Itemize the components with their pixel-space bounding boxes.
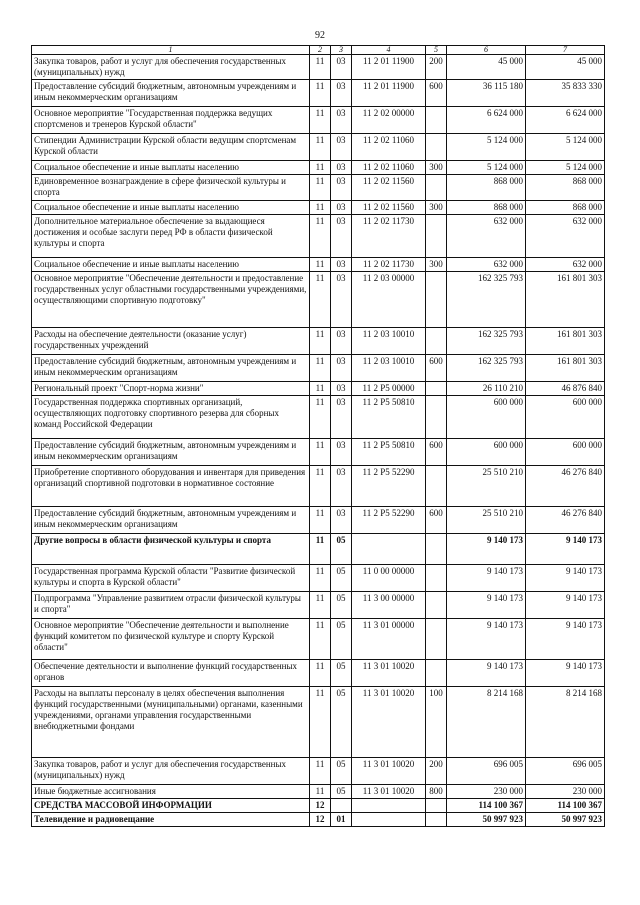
amount-year2-cell: 46 276 840 [526,466,605,507]
expense-type-cell [426,175,447,201]
row-name-cell: Приобретение спортивного оборудования и инвентаря для приведения организаций спортивной подготовки в нормативное состояние [32,466,310,507]
expense-type-cell: 300 [426,258,447,272]
table-row [32,201,605,215]
row-name-cell: Обеспечение деятельности и выполнение функций государственных органов [32,660,310,687]
section-code-cell: 11 [310,201,331,215]
row-name-cell: Телевидение и радиовещание [32,813,310,827]
row-name-cell: Основное мероприятие "Государственная поддержка ведущих спортсменов и тренеров Курской области" [32,107,310,134]
amount-year1-cell: 50 997 923 [447,813,526,827]
amount-year2-cell: 9 140 173 [526,660,605,687]
row-name-cell: Предоставление субсидий бюджетным, автономным учреждениям и иным некоммерческим организациям [32,507,310,534]
target-article-cell: 11 2 02 11060 [352,134,426,161]
section-code-cell: 11 [310,175,331,201]
amount-year2-cell: 600 000 [526,439,605,466]
subsection-code-cell: 05 [331,619,352,660]
target-article-cell: 11 3 00 00000 [352,592,426,619]
amount-year2-cell: 9 140 173 [526,619,605,660]
table-row [32,507,605,534]
target-article-cell: 11 2 P5 50810 [352,396,426,439]
expense-type-cell [426,215,447,258]
target-article-cell: 11 2 02 11560 [352,201,426,215]
amount-year1-cell: 9 140 173 [447,565,526,592]
page-number: 92 [315,30,325,41]
section-code-cell: 11 [310,592,331,619]
subsection-code-cell: 05 [331,592,352,619]
section-code-cell: 11 [310,258,331,272]
amount-year1-cell: 600 000 [447,396,526,439]
amount-year2-cell: 868 000 [526,201,605,215]
row-name-cell: Государственная программа Курской области "Развитие физической культуры и спорта в Курской области" [32,565,310,592]
section-code-cell: 11 [310,382,331,396]
header-cell: 1 [32,46,310,55]
amount-year2-cell: 9 140 173 [526,592,605,619]
row-name-cell: Дополнительное материальное обеспечение за выдающиеся достижения и особые заслуги перед РФ в области физической культуры и спорта [32,215,310,258]
row-name-cell: Закупка товаров, работ и услуг для обеспечения государственных (муниципальных) нужд [32,55,310,80]
amount-year1-cell: 8 214 168 [447,687,526,758]
table-row [32,355,605,382]
budget-table [31,45,605,827]
table-row [32,687,605,758]
amount-year2-cell: 6 624 000 [526,107,605,134]
row-name-cell: Предоставление субсидий бюджетным, автономным учреждениям и иным некоммерческим организациям [32,355,310,382]
subsection-code-cell: 03 [331,355,352,382]
subsection-code-cell: 03 [331,201,352,215]
target-article-cell: 11 2 03 00000 [352,272,426,328]
section-code-cell: 11 [310,758,331,785]
table-row [32,534,605,565]
table-row [32,134,605,161]
row-name-cell: Закупка товаров, работ и услуг для обеспечения государственных (муниципальных) нужд [32,758,310,785]
expense-type-cell [426,592,447,619]
section-code-cell: 11 [310,328,331,355]
expense-type-cell [426,565,447,592]
table-header-row [32,46,605,55]
amount-year1-cell: 9 140 173 [447,619,526,660]
table-row [32,758,605,785]
subsection-code-cell: 05 [331,687,352,758]
target-article-cell: 11 3 01 00000 [352,619,426,660]
table-row [32,382,605,396]
amount-year2-cell: 161 801 303 [526,328,605,355]
section-code-cell: 11 [310,161,331,175]
target-article-cell: 11 2 P5 52290 [352,466,426,507]
row-name-cell: Социальное обеспечение и иные выплаты населению [32,258,310,272]
subsection-code-cell: 03 [331,507,352,534]
amount-year1-cell: 36 115 180 [447,80,526,107]
section-code-cell: 11 [310,272,331,328]
header-cell: 2 [310,46,331,55]
table-row [32,328,605,355]
table-row [32,80,605,107]
expense-type-cell: 600 [426,507,447,534]
expense-type-cell: 300 [426,161,447,175]
expense-type-cell [426,813,447,827]
target-article-cell: 11 2 P5 50810 [352,439,426,466]
target-article-cell: 11 3 01 10020 [352,660,426,687]
target-article-cell [352,799,426,813]
amount-year2-cell: 5 124 000 [526,161,605,175]
row-name-cell: Другие вопросы в области физической культуры и спорта [32,534,310,565]
amount-year1-cell: 162 325 793 [447,328,526,355]
table-row [32,466,605,507]
target-article-cell: 11 2 P5 00000 [352,382,426,396]
amount-year2-cell: 45 000 [526,55,605,80]
amount-year2-cell: 868 000 [526,175,605,201]
table-row [32,799,605,813]
section-code-cell: 11 [310,396,331,439]
subsection-code-cell: 03 [331,107,352,134]
section-code-cell: 11 [310,785,331,799]
subsection-code-cell: 05 [331,660,352,687]
table-row [32,258,605,272]
subsection-code-cell: 03 [331,258,352,272]
subsection-code-cell: 03 [331,134,352,161]
expense-type-cell [426,799,447,813]
amount-year2-cell: 632 000 [526,258,605,272]
subsection-code-cell: 03 [331,396,352,439]
table-row [32,396,605,439]
amount-year2-cell: 600 000 [526,396,605,439]
amount-year1-cell: 45 000 [447,55,526,80]
target-article-cell: 11 2 02 11060 [352,161,426,175]
expense-type-cell: 600 [426,439,447,466]
expense-type-cell: 800 [426,785,447,799]
expense-type-cell: 600 [426,355,447,382]
table-row [32,619,605,660]
target-article-cell: 11 2 02 11730 [352,215,426,258]
table-row [32,55,605,80]
target-article-cell: 11 3 01 10020 [352,758,426,785]
row-name-cell: Стипендии Администрации Курской области ведущим спортсменам Курской области [32,134,310,161]
section-code-cell: 11 [310,534,331,565]
table-row [32,660,605,687]
row-name-cell: Подпрограмма "Управление развитием отрасли физической культуры и спорта" [32,592,310,619]
amount-year1-cell: 9 140 173 [447,534,526,565]
section-code-cell: 11 [310,55,331,80]
table-row [32,565,605,592]
header-cell: 3 [331,46,352,55]
row-name-cell: СРЕДСТВА МАССОВОЙ ИНФОРМАЦИИ [32,799,310,813]
target-article-cell: 11 2 P5 52290 [352,507,426,534]
target-article-cell: 11 2 01 11900 [352,55,426,80]
section-code-cell: 11 [310,507,331,534]
amount-year1-cell: 632 000 [447,215,526,258]
target-article-cell: 11 2 03 10010 [352,355,426,382]
amount-year2-cell: 9 140 173 [526,534,605,565]
amount-year2-cell: 50 997 923 [526,813,605,827]
subsection-code-cell: 03 [331,215,352,258]
amount-year1-cell: 25 510 210 [447,466,526,507]
expense-type-cell [426,328,447,355]
amount-year2-cell: 46 276 840 [526,507,605,534]
amount-year2-cell: 161 801 303 [526,355,605,382]
section-code-cell: 11 [310,355,331,382]
table-row [32,215,605,258]
table-row [32,107,605,134]
subsection-code-cell: 03 [331,466,352,507]
amount-year1-cell: 6 624 000 [447,107,526,134]
target-article-cell [352,534,426,565]
expense-type-cell: 200 [426,55,447,80]
expense-type-cell [426,396,447,439]
amount-year2-cell: 161 801 303 [526,272,605,328]
amount-year2-cell: 230 000 [526,785,605,799]
target-article-cell: 11 2 02 11730 [352,258,426,272]
header-cell: 6 [447,46,526,55]
amount-year1-cell: 868 000 [447,175,526,201]
subsection-code-cell: 05 [331,785,352,799]
expense-type-cell [426,466,447,507]
amount-year2-cell: 696 005 [526,758,605,785]
expense-type-cell: 300 [426,201,447,215]
subsection-code-cell [331,799,352,813]
table-row [32,161,605,175]
amount-year1-cell: 5 124 000 [447,161,526,175]
subsection-code-cell: 03 [331,328,352,355]
expense-type-cell: 600 [426,80,447,107]
section-code-cell: 12 [310,813,331,827]
row-name-cell: Региональный проект "Спорт-норма жизни" [32,382,310,396]
section-code-cell: 11 [310,215,331,258]
subsection-code-cell: 01 [331,813,352,827]
subsection-code-cell: 03 [331,80,352,107]
amount-year1-cell: 9 140 173 [447,660,526,687]
header-cell: 7 [526,46,605,55]
expense-type-cell [426,382,447,396]
row-name-cell: Социальное обеспечение и иные выплаты населению [32,201,310,215]
table-row [32,439,605,466]
amount-year1-cell: 114 100 367 [447,799,526,813]
amount-year2-cell: 9 140 173 [526,565,605,592]
subsection-code-cell: 03 [331,382,352,396]
subsection-code-cell: 05 [331,565,352,592]
row-name-cell: Государственная поддержка спортивных организаций, осуществляющих подготовку спортивного резерва для сборных команд Российской Федерации [32,396,310,439]
expense-type-cell [426,272,447,328]
header-cell: 5 [426,46,447,55]
amount-year1-cell: 696 005 [447,758,526,785]
row-name-cell: Основное мероприятие "Обеспечение деятельности и выполнение функций комитетом по физической культуре и спорту Курской области" [32,619,310,660]
target-article-cell: 11 2 02 11560 [352,175,426,201]
row-name-cell: Предоставление субсидий бюджетным, автономным учреждениям и иным некоммерческим организациям [32,80,310,107]
row-name-cell: Расходы на выплаты персоналу в целях обеспечения выполнения функций государственными (муниципальными) органами, казенными учреждениями, органами управления государственными внебюджетными фондами [32,687,310,758]
section-code-cell: 11 [310,687,331,758]
table-row [32,592,605,619]
target-article-cell: 11 0 00 00000 [352,565,426,592]
target-article-cell [352,813,426,827]
target-article-cell: 11 2 01 11900 [352,80,426,107]
target-article-cell: 11 3 01 10020 [352,785,426,799]
row-name-cell: Иные бюджетные ассигнования [32,785,310,799]
subsection-code-cell: 03 [331,175,352,201]
section-code-cell: 11 [310,660,331,687]
expense-type-cell: 100 [426,687,447,758]
expense-type-cell [426,534,447,565]
amount-year1-cell: 25 510 210 [447,507,526,534]
subsection-code-cell: 05 [331,758,352,785]
expense-type-cell [426,107,447,134]
row-name-cell: Социальное обеспечение и иные выплаты населению [32,161,310,175]
amount-year1-cell: 868 000 [447,201,526,215]
subsection-code-cell: 03 [331,161,352,175]
amount-year1-cell: 26 110 210 [447,382,526,396]
section-code-cell: 11 [310,107,331,134]
amount-year1-cell: 600 000 [447,439,526,466]
subsection-code-cell: 03 [331,272,352,328]
subsection-code-cell: 05 [331,534,352,565]
amount-year2-cell: 632 000 [526,215,605,258]
table-row [32,813,605,827]
row-name-cell: Расходы на обеспечение деятельности (оказание услуг) государственных учреждений [32,328,310,355]
amount-year1-cell: 162 325 793 [447,355,526,382]
table-row [32,272,605,328]
expense-type-cell [426,134,447,161]
amount-year1-cell: 9 140 173 [447,592,526,619]
header-cell: 4 [352,46,426,55]
section-code-cell: 11 [310,439,331,466]
amount-year2-cell: 46 876 840 [526,382,605,396]
section-code-cell: 11 [310,619,331,660]
section-code-cell: 11 [310,134,331,161]
section-code-cell: 11 [310,466,331,507]
target-article-cell: 11 2 02 00000 [352,107,426,134]
amount-year2-cell: 114 100 367 [526,799,605,813]
table-row [32,175,605,201]
target-article-cell: 11 3 01 10020 [352,687,426,758]
row-name-cell: Предоставление субсидий бюджетным, автономным учреждениям и иным некоммерческим организациям [32,439,310,466]
amount-year1-cell: 162 325 793 [447,272,526,328]
subsection-code-cell: 03 [331,439,352,466]
amount-year1-cell: 632 000 [447,258,526,272]
amount-year1-cell: 230 000 [447,785,526,799]
section-code-cell: 11 [310,80,331,107]
expense-type-cell [426,619,447,660]
section-code-cell: 12 [310,799,331,813]
expense-type-cell: 200 [426,758,447,785]
subsection-code-cell: 03 [331,55,352,80]
target-article-cell: 11 2 03 10010 [352,328,426,355]
amount-year1-cell: 5 124 000 [447,134,526,161]
expense-type-cell [426,660,447,687]
table-row [32,785,605,799]
row-name-cell: Основное мероприятие "Обеспечение деятельности и предоставление государственных услуг областными государственными учреждениями, осуществляющими спортивную подготовку" [32,272,310,328]
amount-year2-cell: 35 833 330 [526,80,605,107]
amount-year2-cell: 8 214 168 [526,687,605,758]
amount-year2-cell: 5 124 000 [526,134,605,161]
section-code-cell: 11 [310,565,331,592]
row-name-cell: Единовременное вознаграждение в сфере физической культуры и спорта [32,175,310,201]
